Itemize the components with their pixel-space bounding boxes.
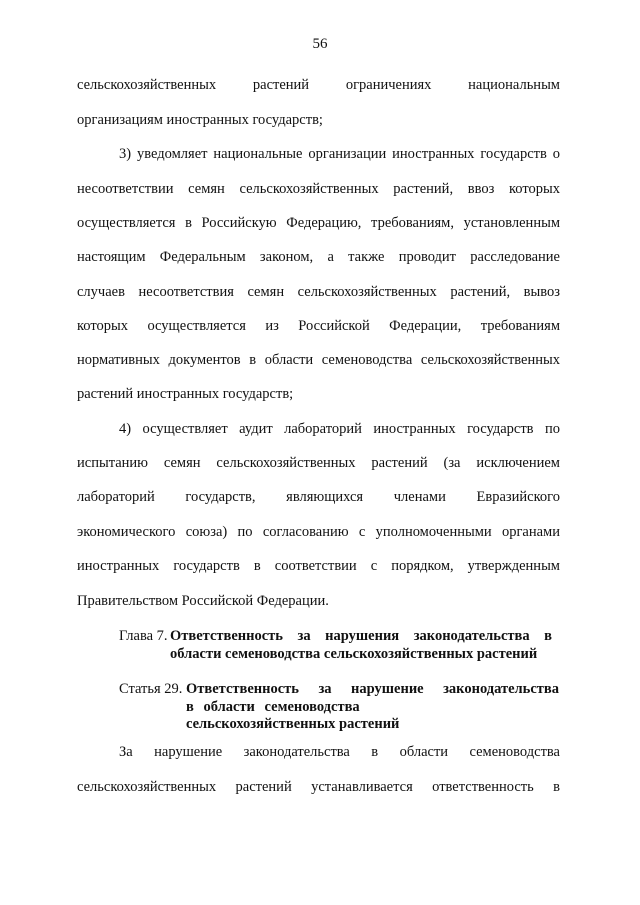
paragraph-line: осуществляется в Российскую Федерацию, требованиям, установленным: [77, 215, 560, 231]
chapter-title: области семеноводства сельскохозяйственных растений: [170, 646, 538, 662]
chapter-title: Ответственность за нарушения законодательства в: [170, 628, 552, 644]
article-title: в области семеноводства: [186, 699, 360, 715]
paragraph-line: 3) уведомляет национальные организации иностранных государств о: [119, 146, 560, 162]
paragraph-line: настоящим Федеральным законом, а также проводит расследование: [77, 249, 560, 265]
paragraph-line: растений иностранных государств;: [77, 386, 294, 402]
paragraph-line: организациям иностранных государств;: [77, 112, 323, 128]
paragraph-line: лабораторий государств, являющихся членами Евразийского: [77, 489, 560, 505]
paragraph-line: Правительством Российской Федерации.: [77, 593, 329, 609]
paragraph-line: За нарушение законодательства в области семеноводства: [119, 744, 560, 760]
article-prefix: Статья 29.: [119, 681, 183, 697]
paragraph-line: сельскохозяйственных растений ограничениях национальным: [77, 77, 560, 93]
paragraph-line: несоответствии семян сельскохозяйственных растений, ввоз которых: [77, 181, 560, 197]
page-number: 56: [312, 36, 328, 52]
article-title: сельскохозяйственных растений: [186, 716, 400, 732]
paragraph-line: 4) осуществляет аудит лабораторий иностранных государств по: [119, 421, 560, 437]
paragraph-line: экономического союза) по согласованию с уполномоченными органами: [77, 524, 560, 540]
article-title: Ответственность за нарушение законодательства: [186, 681, 559, 697]
paragraph-line: случаев несоответствия семян сельскохозяйственных растений, вывоз: [77, 284, 560, 300]
paragraph-line: нормативных документов в области семеноводства сельскохозяйственных: [77, 352, 560, 368]
paragraph-line: иностранных государств в соответствии с порядком, утвержденным: [77, 558, 560, 574]
paragraph-line: испытанию семян сельскохозяйственных растений (за исключением: [77, 455, 560, 471]
paragraph-line: которых осуществляется из Российской Федерации, требованиям: [77, 318, 560, 334]
chapter-prefix: Глава 7.: [119, 628, 168, 644]
paragraph-line: сельскохозяйственных растений устанавливается ответственность в: [77, 779, 560, 795]
